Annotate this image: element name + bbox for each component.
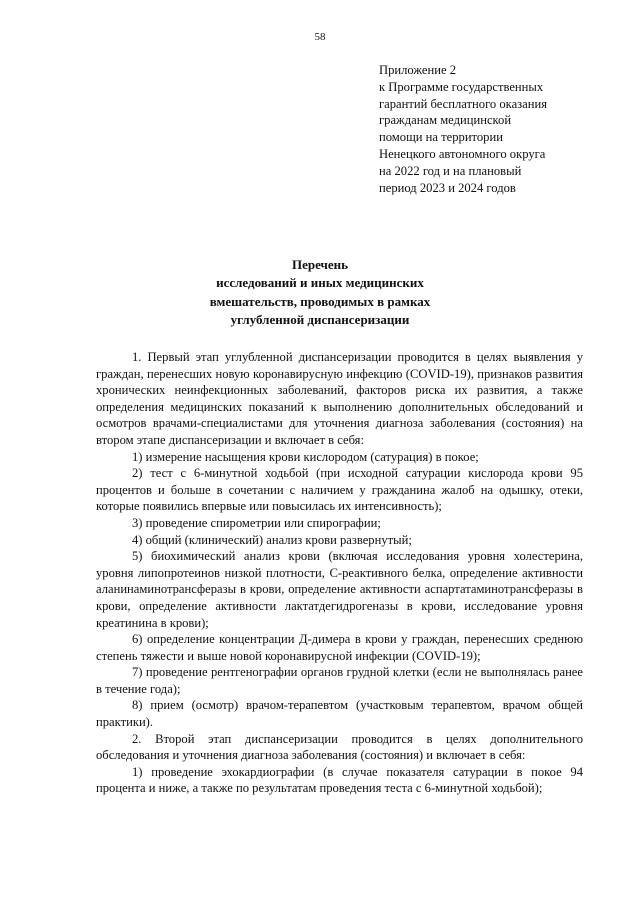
list-item: 1) измерение насыщения крови кислородом (сатурация) в покое; — [132, 449, 479, 464]
list-item: 2) тест с 6-минутной ходьбой (при исходной сатурации кислорода крови 95 процентов и больше в сочетании с наличием у гражданина жалоб на одышку, отеки, которые появились впервые или повысилась их интенсивность); — [96, 466, 583, 514]
list-item: 7) проведение рентгенографии органов грудной клетки (если не выполнялась ранее в течение года); — [96, 665, 583, 696]
appendix-line: гарантий бесплатного оказания — [379, 96, 548, 111]
appendix-line: к Программе государственных — [379, 79, 544, 94]
appendix-line: период 2023 и 2024 годов — [379, 180, 516, 195]
list-item: 5) биохимический анализ крови (включая исследования уровня холестерина, уровня липопротеинов низкой плотности, С-реактивного белка, определение активности аланинаминотрансферазы в крови, определение активности аспартатаминотрансферазы в крови, определение активности лактатдегидрогеназы в крови, исследование уровня креатинина в крови); — [96, 549, 583, 630]
appendix-header — [379, 62, 629, 196]
appendix-line: помощи на территории — [379, 130, 503, 145]
list-item: 1) проведение эхокардиографии (в случае показателя сатурации в покое 94 процента и ниже, а также по результатам проведения теста с 6-минутной ходьбой); — [96, 764, 583, 796]
title-line: углубленной диспансеризации — [230, 311, 410, 327]
appendix-line: Ненецкого автономного округа — [379, 146, 546, 161]
appendix-line: на 2022 год и на плановый — [379, 163, 522, 178]
list-item: 4) общий (клинический) анализ крови развернутый; — [132, 532, 412, 547]
title-line: Перечень — [291, 257, 349, 272]
title-line: вмешательств, проводимых в рамках — [209, 293, 431, 309]
document-body — [96, 349, 583, 797]
section-1-intro: 1. Первый этап углубленной диспансеризации проводится в целях выявления у граждан, перенесших новую коронавирусную инфекцию (COVID-19), признаков развития хронических неинфекционных заболеваний, факторов риска их развития, а также определения медицинских показаний к выполнению дополнительных обследований и осмотров врачами-специалистами для уточнения диагноза заболевания (состояния) на втором этапе диспансеризации и включает в себя: — [96, 350, 583, 447]
appendix-line: Приложение 2 — [379, 63, 457, 77]
document-title — [0, 256, 640, 329]
page-number: 58 — [314, 31, 326, 43]
section-2-intro: 2. Второй этап диспансеризации проводится в целях дополнительного обследования и уточнения диагноза заболевания (состояния) и включает в себя: — [96, 731, 583, 763]
list-item: 6) определение концентрации Д-димера в крови у граждан, перенесших среднюю степень тяжести и выше новой коронавирусной инфекции (COVID-19); — [96, 632, 583, 663]
title-line: исследований и иных медицинских — [216, 275, 424, 291]
appendix-line: гражданам медицинской — [379, 113, 512, 128]
list-item: 8) прием (осмотр) врачом-терапевтом (участковым терапевтом, врачом общей практики). — [96, 698, 583, 730]
list-item: 3) проведение спирометрии или спирографии; — [132, 515, 381, 530]
